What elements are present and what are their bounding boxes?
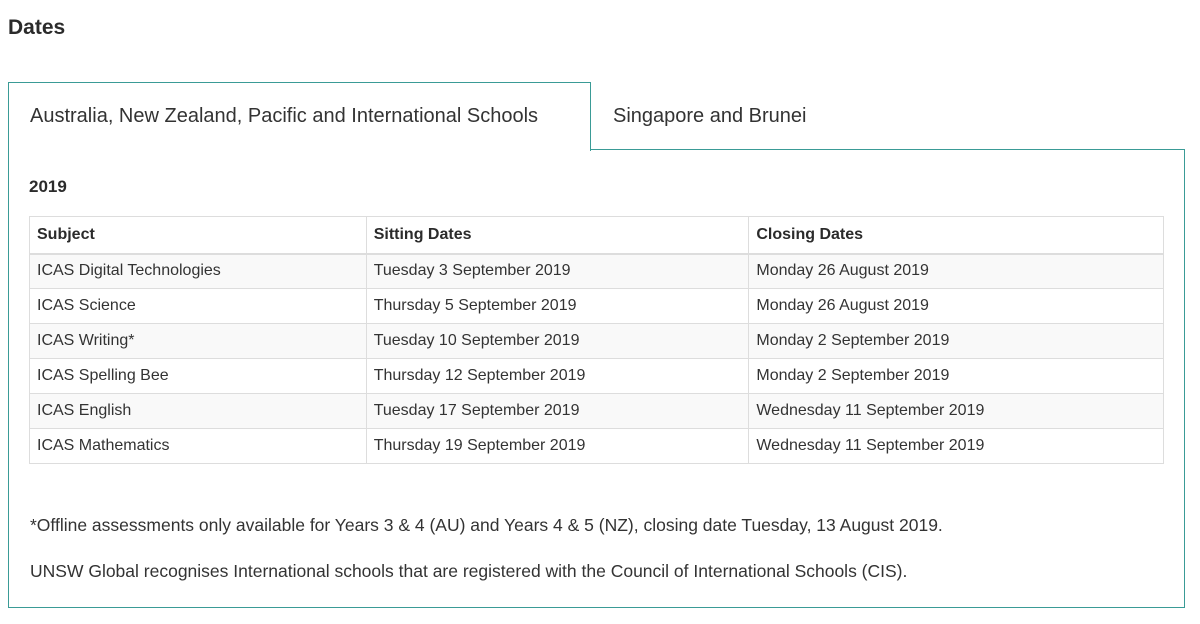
tab-australia-nz-pacific-international[interactable]: Australia, New Zealand, Pacific and International Schools	[8, 82, 591, 151]
cell-subject: ICAS Digital Technologies	[30, 254, 367, 289]
cell-closing-date: Monday 2 September 2019	[749, 359, 1164, 394]
dates-table	[29, 216, 1164, 464]
cell-subject: ICAS English	[30, 394, 367, 429]
cell-sitting-date: Thursday 12 September 2019	[366, 359, 749, 394]
cell-sitting-date: Thursday 19 September 2019	[366, 429, 749, 464]
cell-closing-date: Wednesday 11 September 2019	[749, 429, 1164, 464]
table-row	[30, 429, 1164, 464]
cell-closing-date: Monday 26 August 2019	[749, 254, 1164, 289]
header-subject: Subject	[30, 217, 367, 254]
cell-closing-date: Monday 2 September 2019	[749, 324, 1164, 359]
cell-subject: ICAS Mathematics	[30, 429, 367, 464]
cell-subject: ICAS Science	[30, 289, 367, 324]
table-row	[30, 394, 1164, 429]
cell-subject: ICAS Writing*	[30, 324, 367, 359]
table-header-row	[30, 217, 1164, 254]
tab-singapore-brunei[interactable]: Singapore and Brunei	[613, 105, 807, 127]
table-row	[30, 254, 1164, 289]
table-row	[30, 324, 1164, 359]
header-sitting-dates: Sitting Dates	[366, 217, 749, 254]
cell-sitting-date: Tuesday 17 September 2019	[366, 394, 749, 429]
table-row	[30, 289, 1164, 324]
cell-sitting-date: Tuesday 3 September 2019	[366, 254, 749, 289]
cell-closing-date: Wednesday 11 September 2019	[749, 394, 1164, 429]
cis-recognition-note: UNSW Global recognises International schools that are registered with the Council of International Schools (CIS).	[30, 561, 908, 581]
cell-closing-date: Monday 26 August 2019	[749, 289, 1164, 324]
offline-assessment-note: *Offline assessments only available for Years 3 & 4 (AU) and Years 4 & 5 (NZ), closing date Tuesday, 13 August 2019.	[30, 515, 943, 535]
cell-sitting-date: Thursday 5 September 2019	[366, 289, 749, 324]
header-closing-dates: Closing Dates	[749, 217, 1164, 254]
year-heading: 2019	[29, 177, 67, 196]
table-row	[30, 359, 1164, 394]
cell-sitting-date: Tuesday 10 September 2019	[366, 324, 749, 359]
page-title: Dates	[8, 16, 66, 39]
cell-subject: ICAS Spelling Bee	[30, 359, 367, 394]
